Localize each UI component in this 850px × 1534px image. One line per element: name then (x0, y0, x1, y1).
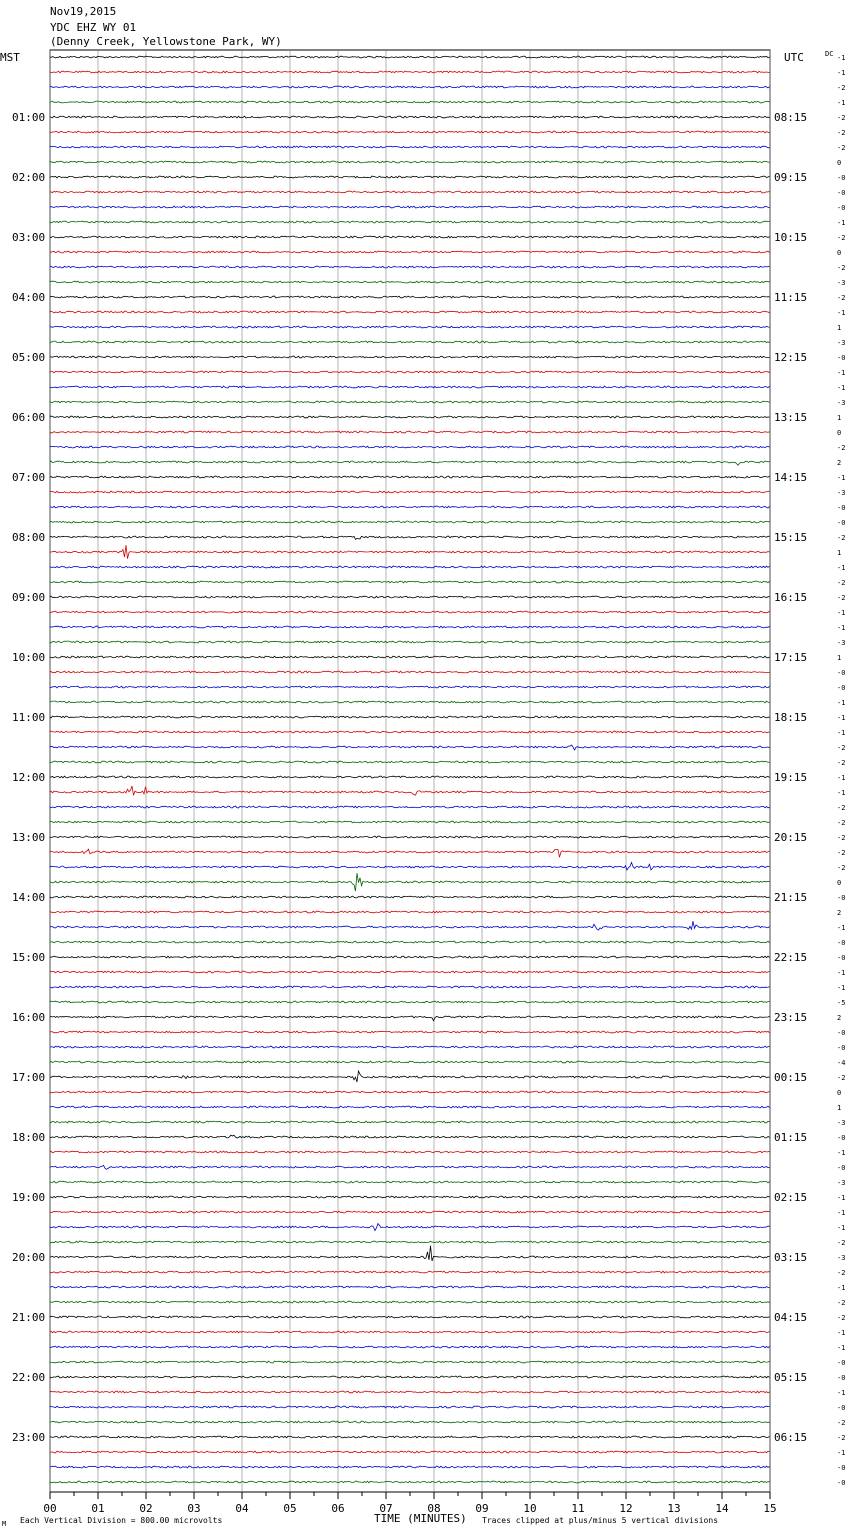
x-tick-label: 08 (427, 1502, 441, 1515)
dc-offset-value: -1 (837, 1389, 846, 1397)
right-hour-label: 02:15 (774, 1191, 808, 1204)
dc-offset-value: -2 (837, 834, 846, 842)
trace-row-24 (50, 416, 770, 418)
dc-offset-value: -0 (837, 954, 846, 962)
left-hour-label: 01:00 (12, 111, 46, 124)
trace-row-77 (50, 1211, 770, 1213)
dc-offset-value: 2 (837, 909, 842, 917)
trace-row-27 (50, 461, 770, 465)
trace-row-55 (50, 873, 770, 891)
trace-row-92 (50, 1436, 770, 1438)
trace-row-11 (50, 221, 770, 223)
trace-row-71 (50, 1121, 770, 1123)
dc-offset-value: -1 (837, 699, 846, 707)
dc-offset-value: 1 (837, 654, 842, 662)
left-hour-label: 21:00 (12, 1311, 46, 1324)
trace-row-5 (50, 131, 770, 133)
left-timezone-label: MST (0, 51, 20, 64)
dc-offset-value: -2 (837, 1269, 846, 1277)
trace-row-41 (50, 671, 770, 673)
x-tick-label: 09 (475, 1502, 489, 1515)
trace-row-17 (50, 311, 770, 313)
dc-offset-value: -1 (837, 384, 846, 392)
x-tick-label: 13 (667, 1502, 681, 1515)
dc-offset-value: -0 (837, 519, 846, 527)
station-code: YDC EHZ WY 01 (50, 21, 137, 34)
dc-offset-value: -0 (837, 1029, 846, 1037)
right-hour-label: 19:15 (774, 771, 808, 784)
left-hour-label: 19:00 (12, 1191, 46, 1204)
x-tick-label: 07 (379, 1502, 393, 1515)
trace-row-45 (50, 731, 770, 733)
dc-offset-value: -1 (837, 99, 846, 107)
trace-row-56 (50, 896, 770, 898)
dc-offset-value: -0 (837, 1404, 846, 1412)
trace-row-47 (50, 761, 770, 763)
dc-offset-value: -0 (837, 684, 846, 692)
station-location: (Denny Creek, Yellowstone Park, WY) (50, 35, 282, 48)
dc-offset-value: -4 (837, 1059, 846, 1067)
trace-row-91 (50, 1421, 770, 1423)
dc-offset-value: -1 (837, 564, 846, 572)
x-tick-label: 11 (571, 1502, 585, 1515)
dc-offset-value: 0 (837, 879, 842, 887)
trace-row-38 (50, 626, 770, 628)
right-timezone-label: UTC (784, 51, 804, 64)
trace-row-23 (50, 401, 770, 403)
left-hour-label: 08:00 (12, 531, 46, 544)
left-hour-label: 20:00 (12, 1251, 46, 1264)
dc-offset-value: -1 (837, 219, 846, 227)
trace-row-73 (50, 1151, 770, 1153)
x-tick-label: 06 (331, 1502, 345, 1515)
right-hour-label: 21:15 (774, 891, 808, 904)
trace-row-3 (50, 101, 770, 103)
dc-offset-value: -2 (837, 849, 846, 857)
dc-offset-value: 1 (837, 1104, 842, 1112)
trace-layer (50, 56, 770, 1483)
scale-note: Each Vertical Division = 800.00 microvolts (20, 1516, 223, 1525)
trace-row-72 (50, 1135, 770, 1138)
dc-offset-value: -3 (837, 639, 846, 647)
trace-row-43 (50, 701, 770, 703)
dc-offset-value: -1 (837, 729, 846, 737)
trace-row-4 (50, 116, 770, 118)
dc-offset-value: -0 (837, 354, 846, 362)
x-tick-label: 03 (187, 1502, 201, 1515)
dc-offset-value: -2 (837, 1419, 846, 1427)
dc-offset-value: -3 (837, 1179, 846, 1187)
dc-offset-value: -2 (837, 129, 846, 137)
left-hour-label: 03:00 (12, 231, 46, 244)
trace-row-25 (50, 431, 770, 433)
trace-row-67 (50, 1061, 770, 1063)
dc-offset-value: 2 (837, 1014, 842, 1022)
label-layer (12, 54, 845, 1515)
trace-row-21 (50, 371, 770, 373)
trace-row-42 (50, 686, 770, 688)
trace-row-52 (50, 836, 770, 838)
right-hour-label: 03:15 (774, 1251, 808, 1264)
trace-row-44 (50, 716, 770, 718)
dc-offset-value: -2 (837, 744, 846, 752)
right-hour-label: 04:15 (774, 1311, 808, 1324)
dc-offset-value: 1 (837, 549, 842, 557)
trace-row-69 (50, 1091, 770, 1093)
dc-offset-value: 0 (837, 249, 842, 257)
trace-row-70 (50, 1106, 770, 1108)
trace-row-18 (50, 326, 770, 328)
left-hour-label: 04:00 (12, 291, 46, 304)
trace-row-75 (50, 1181, 770, 1183)
trace-row-90 (50, 1406, 770, 1408)
right-hour-label: 00:15 (774, 1071, 808, 1084)
dc-offset-value: -0 (837, 504, 846, 512)
right-hour-label: 16:15 (774, 591, 808, 604)
trace-row-35 (50, 581, 770, 583)
trace-row-74 (50, 1165, 770, 1169)
trace-row-13 (50, 251, 770, 253)
dc-offset-value: -2 (837, 804, 846, 812)
dc-offset-value: -0 (837, 1479, 846, 1487)
dc-offset-value: -2 (837, 594, 846, 602)
left-hour-label: 07:00 (12, 471, 46, 484)
dc-offset-value: -0 (837, 1374, 846, 1382)
dc-offset-value: -1 (837, 1224, 846, 1232)
left-hour-label: 18:00 (12, 1131, 46, 1144)
dc-offset-value: -2 (837, 144, 846, 152)
right-hour-label: 23:15 (774, 1011, 808, 1024)
left-hour-label: 09:00 (12, 591, 46, 604)
dc-offset-value: -2 (837, 534, 846, 542)
trace-row-64 (50, 1016, 770, 1021)
dc-offset-value: -0 (837, 1464, 846, 1472)
dc-offset-value: -0 (837, 1044, 846, 1052)
right-hour-label: 20:15 (774, 831, 808, 844)
left-hour-label: 15:00 (12, 951, 46, 964)
trace-row-32 (50, 536, 770, 539)
x-tick-label: 02 (139, 1502, 153, 1515)
dc-offset-value: 0 (837, 159, 842, 167)
trace-row-46 (50, 745, 770, 750)
dc-offset-value: -2 (837, 759, 846, 767)
right-hour-label: 08:15 (774, 111, 808, 124)
left-hour-label: 02:00 (12, 171, 46, 184)
right-hour-label: 13:15 (774, 411, 808, 424)
trace-row-87 (50, 1361, 770, 1363)
dc-offset-value: -2 (837, 819, 846, 827)
dc-offset-value: -1 (837, 789, 846, 797)
trace-row-62 (50, 986, 770, 988)
trace-row-63 (50, 1001, 770, 1003)
dc-offset-value: -2 (837, 864, 846, 872)
dc-offset-value: -1 (837, 1209, 846, 1217)
dc-offset-value: -0 (837, 669, 846, 677)
trace-row-79 (50, 1241, 770, 1243)
dc-offset-value: -2 (837, 234, 846, 242)
right-hour-label: 22:15 (774, 951, 808, 964)
trace-row-8 (50, 176, 770, 178)
dc-offset-value: 2 (837, 459, 842, 467)
trace-row-61 (50, 971, 770, 973)
left-hour-label: 10:00 (12, 651, 46, 664)
trace-row-39 (50, 641, 770, 643)
trace-row-1 (50, 71, 770, 73)
dc-offset-value: -1 (837, 309, 846, 317)
trace-row-22 (50, 386, 770, 388)
dc-offset-value: 1 (837, 324, 842, 332)
dc-offset-value: -1 (837, 1329, 846, 1337)
right-hour-label: 01:15 (774, 1131, 808, 1144)
trace-row-54 (50, 863, 770, 870)
trace-row-15 (50, 281, 770, 283)
dc-offset-value: -3 (837, 399, 846, 407)
left-hour-label: 22:00 (12, 1371, 46, 1384)
left-hour-label: 11:00 (12, 711, 46, 724)
dc-offset-value: -2 (837, 1299, 846, 1307)
dc-offset-value: -1 (837, 474, 846, 482)
dc-offset-value: -1 (837, 1149, 846, 1157)
dc-offset-value: 1 (837, 414, 842, 422)
dc-offset-value: 0 (837, 429, 842, 437)
trace-row-85 (50, 1331, 770, 1333)
trace-row-82 (50, 1286, 770, 1288)
dc-offset-value: -1 (837, 54, 846, 62)
trace-row-53 (50, 849, 770, 857)
dc-offset-value: -0 (837, 174, 846, 182)
trace-row-29 (50, 491, 770, 493)
left-hour-label: 12:00 (12, 771, 46, 784)
x-tick-label: 00 (43, 1502, 57, 1515)
dc-offset-value: -0 (837, 1164, 846, 1172)
trace-row-26 (50, 446, 770, 448)
trace-row-30 (50, 506, 770, 508)
trace-row-50 (50, 806, 770, 808)
dc-offset-value: -0 (837, 939, 846, 947)
dc-offset-value: -2 (837, 1434, 846, 1442)
trace-row-60 (50, 956, 770, 958)
trace-row-88 (50, 1376, 770, 1378)
dc-offset-value: -1 (837, 69, 846, 77)
x-tick-label: 12 (619, 1502, 633, 1515)
dc-offset-value: -0 (837, 894, 846, 902)
dc-label: DC (825, 50, 834, 58)
trace-row-16 (50, 296, 770, 298)
trace-row-51 (50, 821, 770, 823)
trace-row-28 (50, 476, 770, 478)
chart-date: Nov19,2015 (50, 5, 117, 18)
right-hour-label: 11:15 (774, 291, 808, 304)
dc-offset-value: -0 (837, 204, 846, 212)
trace-row-76 (50, 1196, 770, 1198)
right-hour-label: 05:15 (774, 1371, 808, 1384)
trace-row-34 (50, 566, 770, 568)
trace-row-7 (50, 161, 770, 163)
dc-offset-value: -2 (837, 294, 846, 302)
dc-offset-value: -1 (837, 624, 846, 632)
left-hour-label: 05:00 (12, 351, 46, 364)
dc-offset-value: -2 (837, 579, 846, 587)
trace-row-9 (50, 191, 770, 193)
trace-row-84 (50, 1316, 770, 1318)
dc-offset-value: 0 (837, 1089, 842, 1097)
trace-row-68 (50, 1071, 770, 1082)
trace-row-20 (50, 356, 770, 358)
trace-row-83 (50, 1301, 770, 1303)
trace-row-95 (50, 1481, 770, 1483)
dc-offset-value: -2 (837, 1239, 846, 1247)
trace-row-57 (50, 911, 770, 913)
right-hour-label: 10:15 (774, 231, 808, 244)
dc-offset-value: -2 (837, 264, 846, 272)
dc-offset-value: -3 (837, 489, 846, 497)
trace-row-14 (50, 266, 770, 268)
trace-row-48 (50, 776, 770, 778)
right-hour-label: 06:15 (774, 1431, 808, 1444)
dc-offset-value: -3 (837, 279, 846, 287)
dc-offset-value: -1 (837, 969, 846, 977)
dc-offset-value: -1 (837, 1449, 846, 1457)
trace-row-78 (50, 1224, 770, 1231)
dc-offset-value: -2 (837, 1314, 846, 1322)
trace-row-58 (50, 921, 770, 930)
x-tick-label: 15 (763, 1502, 777, 1515)
trace-row-86 (50, 1346, 770, 1348)
dc-offset-value: -5 (837, 999, 846, 1007)
trace-row-81 (50, 1271, 770, 1273)
clip-note: Traces clipped at plus/minus 5 vertical divisions (482, 1516, 719, 1525)
left-hour-label: 14:00 (12, 891, 46, 904)
trace-row-94 (50, 1466, 770, 1468)
x-tick-label: 05 (283, 1502, 297, 1515)
dc-offset-value: -1 (837, 1284, 846, 1292)
dc-offset-value: -3 (837, 339, 846, 347)
corner-mark: M (2, 1520, 7, 1528)
right-hour-label: 14:15 (774, 471, 808, 484)
trace-row-40 (50, 656, 770, 658)
trace-row-2 (50, 86, 770, 88)
trace-row-37 (50, 611, 770, 613)
trace-row-33 (50, 545, 770, 559)
right-hour-label: 17:15 (774, 651, 808, 664)
trace-row-19 (50, 341, 770, 343)
trace-row-31 (50, 521, 770, 523)
trace-row-59 (50, 941, 770, 943)
trace-row-80 (50, 1246, 770, 1261)
left-hour-label: 16:00 (12, 1011, 46, 1024)
left-hour-label: 23:00 (12, 1431, 46, 1444)
right-hour-label: 15:15 (774, 531, 808, 544)
dc-offset-value: -2 (837, 1074, 846, 1082)
trace-row-6 (50, 146, 770, 148)
dc-offset-value: -1 (837, 714, 846, 722)
right-hour-label: 12:15 (774, 351, 808, 364)
dc-offset-value: -2 (837, 84, 846, 92)
x-tick-label: 10 (523, 1502, 537, 1515)
left-hour-label: 13:00 (12, 831, 46, 844)
dc-offset-value: -0 (837, 1134, 846, 1142)
dc-offset-value: -2 (837, 114, 846, 122)
dc-offset-value: -1 (837, 774, 846, 782)
dc-offset-value: -1 (837, 1194, 846, 1202)
x-tick-label: 14 (715, 1502, 729, 1515)
left-hour-label: 17:00 (12, 1071, 46, 1084)
dc-offset-value: -1 (837, 609, 846, 617)
dc-offset-value: -0 (837, 189, 846, 197)
x-axis-title: TIME (MINUTES) (374, 1512, 467, 1525)
trace-row-93 (50, 1451, 770, 1453)
dc-offset-value: -2 (837, 444, 846, 452)
trace-row-10 (50, 206, 770, 208)
trace-row-12 (50, 236, 770, 238)
x-tick-label: 04 (235, 1502, 249, 1515)
dc-offset-value: -1 (837, 1344, 846, 1352)
right-hour-label: 18:15 (774, 711, 808, 724)
trace-row-89 (50, 1391, 770, 1393)
trace-row-66 (50, 1046, 770, 1048)
trace-row-36 (50, 596, 770, 598)
dc-offset-value: -0 (837, 1359, 846, 1367)
trace-row-65 (50, 1031, 770, 1033)
dc-offset-value: -3 (837, 1254, 846, 1262)
trace-row-0 (50, 56, 770, 58)
dc-offset-value: -1 (837, 924, 846, 932)
dc-offset-value: -3 (837, 1119, 846, 1127)
right-hour-label: 09:15 (774, 171, 808, 184)
dc-offset-value: -1 (837, 984, 846, 992)
left-hour-label: 06:00 (12, 411, 46, 424)
x-tick-label: 01 (91, 1502, 105, 1515)
dc-offset-value: -1 (837, 369, 846, 377)
trace-row-49 (50, 786, 770, 795)
